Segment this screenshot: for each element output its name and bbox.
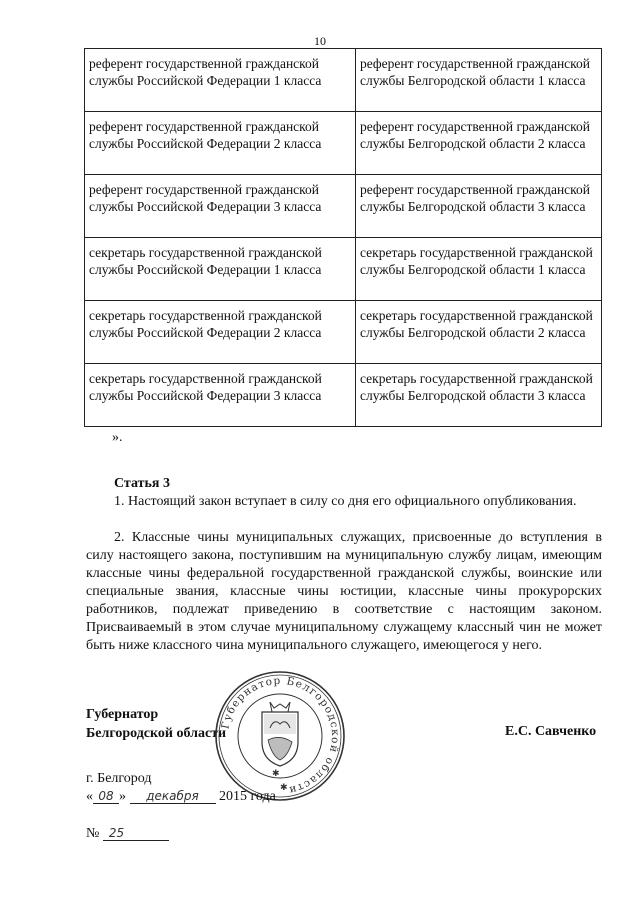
official-seal	[212, 668, 348, 804]
seal-star-icon: ✱	[272, 769, 280, 779]
article-paragraph-1: 1. Настоящий закон вступает в силу со дня его официального опубликования.	[114, 494, 577, 509]
page-number: 10	[314, 34, 326, 48]
article-title: Статья 3	[114, 476, 170, 491]
federal-rank-cell: референт государственной гражданской службы Российской Федерации 2 класса	[85, 112, 356, 175]
signature-title-line-1: Губернатор	[86, 707, 159, 722]
date-month: декабря	[130, 789, 216, 804]
number-value: 25	[103, 826, 169, 841]
federal-rank-cell: секретарь государственной гражданской службы Российской Федерации 1 класса	[85, 238, 356, 301]
seal-outer-ring	[216, 672, 344, 800]
closing-quote: ».	[112, 430, 123, 445]
regional-rank-cell: секретарь государственной гражданской службы Белгородской области 3 класса	[356, 364, 602, 427]
date-day: 08	[93, 789, 119, 804]
date-open-quote: «	[86, 789, 93, 804]
law-number	[86, 826, 169, 842]
signature-title-line-2: Белгородской области	[86, 726, 227, 741]
table-row	[85, 238, 602, 301]
seal-star-icon: ✱	[280, 783, 288, 793]
table-row	[85, 175, 602, 238]
article-paragraph-2: 2. Классные чины муниципальных служащих, присвоенные до вступления в силу настоящего закона, поступившим на муниципальную службу лицам, имеющим классные чины федеральной государственной гражданской службы, воинские или специальные звания, классные чины юстиции, классные чины прокурорских работников, подлежат приведению в соответствие с настоящим законом. Присваиваемый в этом случае муниципальному служащему классный чин не может быть ниже классного чина муниципального служащего, имеющегося у него.	[86, 530, 602, 653]
signing-date	[86, 789, 276, 805]
place-of-signing: г. Белгород	[86, 771, 152, 786]
table-row	[85, 49, 602, 112]
federal-rank-cell: референт государственной гражданской службы Российской Федерации 1 класса	[85, 49, 356, 112]
federal-rank-cell: секретарь государственной гражданской службы Российской Федерации 3 класса	[85, 364, 356, 427]
signature-title	[86, 705, 226, 743]
regional-rank-cell: секретарь государственной гражданской службы Белгородской области 1 класса	[356, 238, 602, 301]
table-row	[85, 301, 602, 364]
table-row	[85, 112, 602, 175]
coat-of-arms-emblem	[262, 702, 298, 766]
federal-rank-cell: референт государственной гражданской службы Российской Федерации 3 класса	[85, 175, 356, 238]
regional-rank-cell: референт государственной гражданской службы Белгородской области 3 класса	[356, 175, 602, 238]
number-prefix: №	[86, 826, 100, 841]
date-year: 2015 года	[219, 789, 276, 804]
rank-correspondence-table	[84, 48, 602, 427]
seal-text: Губернатор Белгородской области	[219, 674, 342, 797]
federal-rank-cell: секретарь государственной гражданской службы Российской Федерации 2 класса	[85, 301, 356, 364]
regional-rank-cell: референт государственной гражданской службы Белгородской области 2 класса	[356, 112, 602, 175]
date-close-quote: »	[119, 789, 126, 804]
signatory-name: Е.С. Савченко	[505, 724, 597, 739]
regional-rank-cell: референт государственной гражданской службы Белгородской области 1 класса	[356, 49, 602, 112]
regional-rank-cell: секретарь государственной гражданской службы Белгородской области 2 класса	[356, 301, 602, 364]
table-row	[85, 364, 602, 427]
